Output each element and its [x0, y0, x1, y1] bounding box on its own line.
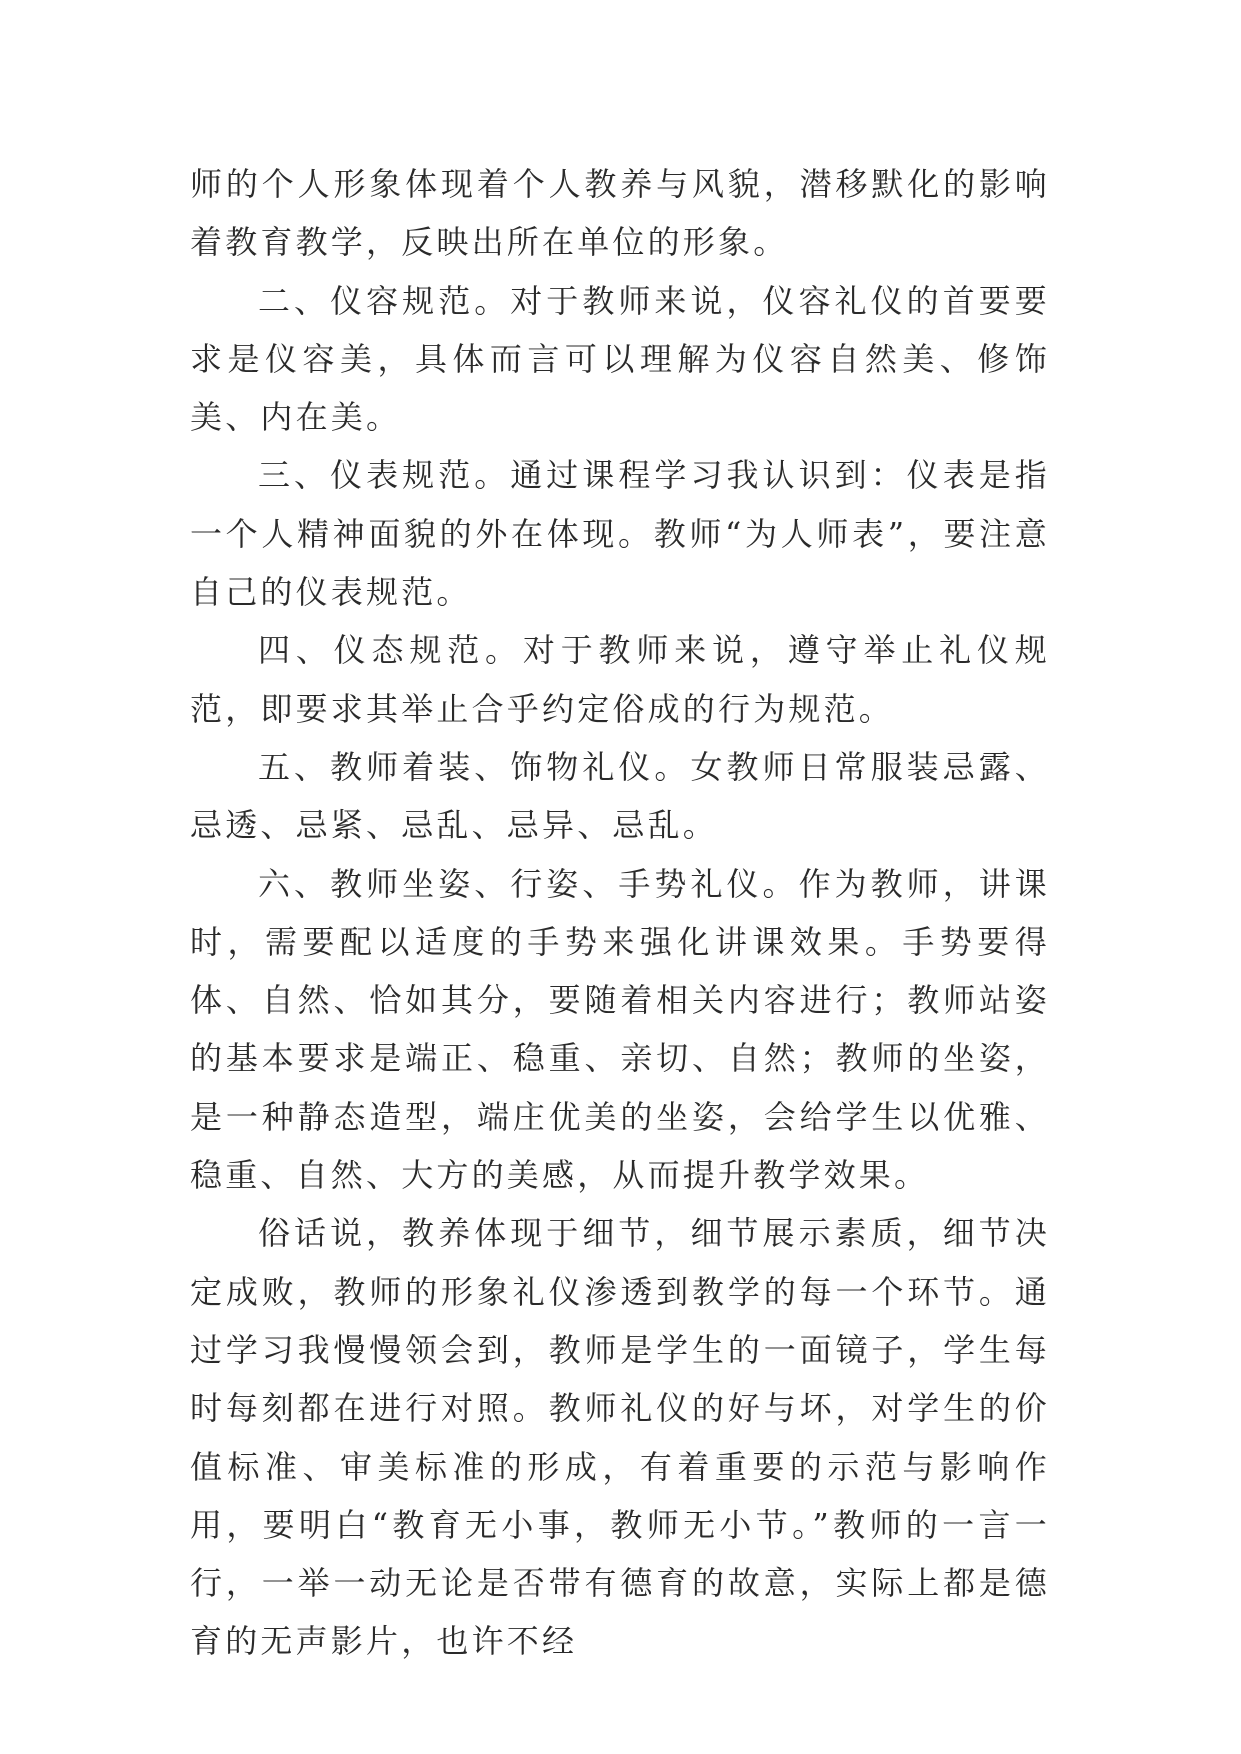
paragraph-posture-gesture-etiquette: 六、教师坐姿、行姿、手势礼仪。作为教师，讲课时，需要配以适度的手势来强化讲课效果。手势要得体、自然、恰如其分，要随着相关内容进行；教师站姿的基本要求是端正、稳重、亲切、自然；教师的坐姿，是一种静态造型，端庄优美的坐姿，会给学生以优雅、稳重、自然、大方的美感，从而提升教学效果。	[190, 864, 1050, 1195]
paragraph-continued: 师的个人形象体现着个人教养与风貌，潜移默化的影响着教育教学，反映出所在单位的形象。	[190, 165, 1050, 262]
paragraph-dress-etiquette: 五、教师着装、饰物礼仪。女教师日常服装忌露、忌透、忌紧、忌乱、忌异、忌乱。	[190, 747, 1050, 845]
paragraph-bearing-norms: 四、仪态规范。对于教师来说，遵守举止礼仪规范，即要求其举止合乎约定俗成的行为规范。	[190, 631, 1050, 728]
paragraph-appearance-norms: 二、仪容规范。对于教师来说，仪容礼仪的首要要求是仪容美，具体而言可以理解为仪容自然美、修饰美、内在美。	[190, 281, 1050, 437]
document-body	[190, 155, 1050, 1671]
paragraph-demeanor-norms: 三、仪表规范。通过课程学习我认识到：仪表是指一个人精神面貌的外在体现。教师“为人师表”，要注意自己的仪表规范。	[190, 456, 1050, 612]
paragraph-conclusion: 俗话说，教养体现于细节，细节展示素质，细节决定成败，教师的形象礼仪渗透到教学的每一个环节。通过学习我慢慢领会到，教师是学生的一面镜子，学生每时每刻都在进行对照。教师礼仪的好与坏，对学生的价值标准、审美标准的形成，有着重要的示范与影响作用，要明白“教育无小事，教师无小节。”教师的一言一行，一举一动无论是否带有德育的故意，实际上都是德育的无声影片，也许不经	[190, 1214, 1050, 1661]
